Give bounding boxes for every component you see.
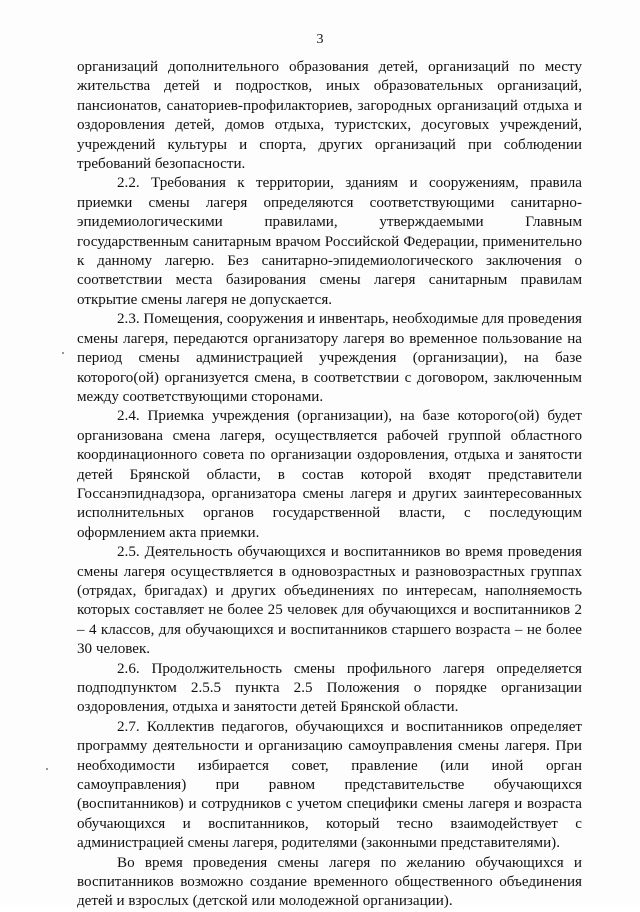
page-number: 3 — [316, 32, 324, 47]
scan-speck — [62, 352, 64, 354]
paragraph-2-3: 2.3. Помещения, сооружения и инвентарь, необходимые для проведения смены лагеря, передаются организатору лагеря во временное пользование на период смены администрацией учреждения (организации), на базе которого(ой) организуется смена, в соответствии с договором, заключенным между соответствующими сторонами. — [77, 311, 582, 405]
paragraph-2-2: 2.2. Требования к территории, зданиям и сооружениям, правила приемки смены лагеря определяются соответствующими санитарно-эпидемиологическими правилами, утверждаемыми Главным государственным санитарным врачом Российской Федерации, применительно к данному лагерю. Без санитарно-эпидемиологического заключения о соответствии места базирования смены лагеря санитарным правилам открытие смены лагеря не допускается. — [77, 175, 582, 308]
paragraph-2-7: 2.7. Коллектив педагогов, обучающихся и воспитанников определяет программу деятельности и организацию самоуправления смены лагеря. При необходимости избирается совет, правление (или иной орган самоуправления) при равном представительстве обучающихся (воспитанников) и сотрудников с учетом специфики смены лагеря и возраста обучающихся и воспитанников, который тесно взаимодействует с администрацией смены лагеря, родителями (законными представителями). — [77, 718, 582, 852]
paragraph-continuation: организаций дополнительного образования детей, организаций по месту жительства детей и подростков, иных образовательных организаций, пансионатов, санаториев-профилакториев, загородных организаций отдыха и оздоровления детей, домов отдыха, туристских, досуговых учреждений, учреждений культуры и спорта, других организаций при соблюдении требований безопасности. — [77, 59, 582, 173]
scan-speck — [46, 768, 48, 770]
paragraph-2-5: 2.5. Деятельность обучающихся и воспитанников во время проведения смены лагеря осуществляется в одновозрастных и разновозрастных группах (отрядах, бригадах) и других объединениях по интересам, наполняемость которых составляет не более 25 человек для обучающихся и воспитанников 2 – 4 классов, для обучающихся и воспитанников старшего возраста – не более 30 человек. — [77, 544, 582, 658]
paragraph-2-4: 2.4. Приемка учреждения (организации), на базе которого(ой) будет организована смена лагеря, осуществляется рабочей группой областного координационного совета по организации оздоровления, отдыха и занятости детей Брянской области, в состав которой входят представители Госсанэпиднадзора, организатора смены лагеря и других заинтересованных исполнительных органов государственной власти, с последующим оформлением акта приемки. — [77, 408, 582, 541]
paragraph-2-6: 2.6. Продолжительность смены профильного лагеря определяется подподпунктом 2.5.5 пункта 2.5 Положения о порядке организации оздоровления, отдыха и занятости детей Брянской области. — [77, 660, 582, 716]
document-body — [77, 58, 582, 912]
paragraph-closing: Во время проведения смены лагеря по желанию обучающихся и воспитанников возможно создание временного общественного объединения детей и взрослых (детской или молодежной организации). — [77, 854, 582, 910]
